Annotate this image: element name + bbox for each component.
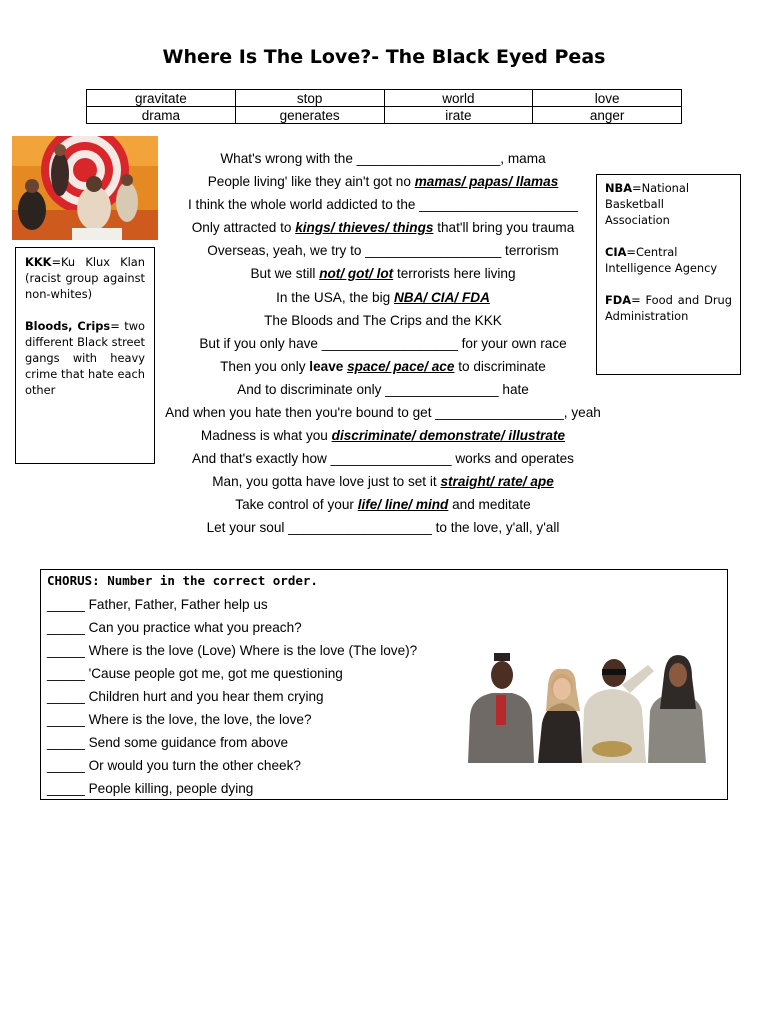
- chorus-heading: CHORUS: Number in the correct order.: [47, 573, 318, 588]
- lyric-word-choice[interactable]: not/ got/ lot: [319, 266, 394, 281]
- order-blank[interactable]: _____: [47, 781, 85, 796]
- nba-term: NBA: [605, 181, 633, 195]
- gangs-definition: [25, 318, 145, 398]
- lyric-text: And when you hate then you're bound to get _________________, yeah: [165, 405, 601, 420]
- nba-definition-text: =National Basketball Association: [605, 181, 690, 227]
- order-blank[interactable]: _____: [47, 758, 85, 773]
- kkk-definition-text: =Ku Klux Klan (racist group against non-whites): [25, 255, 145, 301]
- chorus-line-text: Send some guidance from above: [88, 735, 289, 750]
- lyric-text: Only attracted to: [191, 220, 296, 235]
- chorus-line: [47, 688, 324, 706]
- worksheet-title: Where Is The Love?- The Black Eyed Peas: [162, 46, 606, 68]
- lyric-line: [150, 381, 616, 399]
- chorus-line-text: Can you practice what you preach?: [88, 620, 302, 635]
- chorus-line: [47, 642, 417, 660]
- lyric-word-choice[interactable]: mamas/ papas/ llamas: [414, 174, 559, 189]
- lyric-line: [150, 335, 616, 353]
- lyric-text: But we still: [250, 266, 320, 281]
- order-blank[interactable]: _____: [47, 643, 85, 658]
- word-bank-cell: drama: [87, 107, 236, 124]
- lyric-word-choice[interactable]: life/ line/ mind: [357, 497, 449, 512]
- lyric-text: to discriminate: [454, 359, 546, 374]
- lyric-word-choice[interactable]: kings/ thieves/ things: [295, 220, 434, 235]
- band-photo-target: [12, 136, 158, 240]
- word-bank-cell: gravitate: [87, 90, 236, 107]
- word-bank-cell: irate: [384, 107, 533, 124]
- lyric-line: [150, 404, 616, 422]
- lyric-text: terrorists here living: [393, 266, 516, 281]
- lyric-line: [150, 473, 616, 491]
- word-bank-cell: world: [384, 90, 533, 107]
- chorus-line-text: People killing, people dying: [88, 781, 254, 796]
- lyric-line: [150, 519, 616, 537]
- lyric-line: [150, 427, 616, 445]
- chorus-line-text: Children hurt and you hear them crying: [88, 689, 324, 704]
- lyric-text: The Bloods and The Crips and the KKK: [264, 313, 502, 328]
- lyric-text: Man, you gotta have love just to set it: [212, 474, 441, 489]
- fda-term: FDA: [605, 293, 632, 307]
- order-blank[interactable]: _____: [47, 712, 85, 727]
- lyric-text: Then you only: [220, 359, 310, 374]
- cia-term: CIA: [605, 245, 627, 259]
- chorus-line: [47, 780, 253, 798]
- chorus-line: [47, 734, 288, 752]
- cia-definition: [605, 244, 732, 276]
- order-blank[interactable]: _____: [47, 735, 85, 750]
- lyric-line: [150, 242, 616, 260]
- chorus-line-text: Where is the love (Love) Where is the love (The love)?: [88, 643, 418, 658]
- chorus-line: [47, 665, 343, 683]
- word-bank-cell: anger: [533, 107, 682, 124]
- lyric-line: [150, 150, 616, 168]
- lyric-line: [150, 173, 616, 191]
- kkk-definition: [25, 254, 145, 302]
- cia-definition-text: =Central Intelligence Agency: [605, 245, 718, 275]
- lyric-text: People living' like they ain't got no: [207, 174, 415, 189]
- lyric-text: But if you only have __________________ for your own race: [199, 336, 567, 351]
- lyric-line: [150, 196, 616, 214]
- lyric-line: [150, 219, 616, 237]
- chorus-line-text: 'Cause people got me, got me questioning: [88, 666, 343, 681]
- kkk-gangs-definition-box: [15, 247, 155, 464]
- nba-definition: [605, 180, 732, 228]
- lyric-text: And to discriminate only _______________ hate: [237, 382, 529, 397]
- lyric-line: [150, 265, 616, 283]
- lyric-word-choice[interactable]: NBA/ CIA/ FDA: [393, 290, 490, 305]
- lyric-text: In the USA, the big: [276, 290, 394, 305]
- word-bank-cell: stop: [235, 90, 384, 107]
- word-bank-cell: love: [533, 90, 682, 107]
- gangs-term: Bloods, Crips: [25, 319, 111, 333]
- lyric-text: Overseas, yeah, we try to __________________ terrorism: [207, 243, 559, 258]
- lyric-word-choice[interactable]: straight/ rate/ ape: [440, 474, 554, 489]
- lyric-text: What's wrong with the ___________________, mama: [220, 151, 546, 166]
- lyric-text: Take control of your: [235, 497, 358, 512]
- lyric-bold-word: leave: [309, 359, 344, 374]
- chorus-line-text: Or would you turn the other cheek?: [88, 758, 301, 773]
- fda-definition-text: = Food and Drug Administration: [605, 293, 732, 323]
- lyric-line: [150, 289, 616, 307]
- fda-definition: [605, 292, 732, 324]
- order-blank[interactable]: _____: [47, 620, 85, 635]
- lyric-line: [150, 496, 616, 514]
- band-photo-target-illustration: [12, 136, 158, 240]
- order-blank[interactable]: _____: [47, 689, 85, 704]
- chorus-line-text: Where is the love, the love, the love?: [88, 712, 312, 727]
- word-bank-table: [86, 89, 682, 124]
- lyric-text: Let your soul ___________________ to the love, y'all, y'all: [206, 520, 560, 535]
- lyric-text: that'll bring you trauma: [433, 220, 575, 235]
- chorus-line-text: Father, Father, Father help us: [88, 597, 268, 612]
- lyric-line: [150, 358, 616, 376]
- chorus-line: [47, 596, 268, 614]
- lyric-line: [150, 450, 616, 468]
- word-bank-cell: generates: [235, 107, 384, 124]
- lyric-word-choice[interactable]: discriminate/ demonstrate/ illustrate: [331, 428, 566, 443]
- band-photo-group-illustration: [462, 645, 720, 763]
- gangs-definition-text: = two different Black street gangs with heavy crime that hate each other: [25, 319, 146, 397]
- acronym-definition-box: [596, 174, 741, 375]
- band-photo-group: [462, 645, 720, 763]
- lyric-text: And that's exactly how ________________ works and operates: [192, 451, 574, 466]
- chorus-line: [47, 757, 301, 775]
- chorus-line: [47, 619, 302, 637]
- lyric-word-choice[interactable]: space/ pace/ ace: [347, 359, 455, 374]
- order-blank[interactable]: _____: [47, 666, 85, 681]
- lyric-text: I think the whole world addicted to the _____________________: [188, 197, 578, 212]
- chorus-line: [47, 711, 312, 729]
- lyric-line: [150, 312, 616, 330]
- word-bank-row: [87, 107, 682, 124]
- lyric-text: and meditate: [448, 497, 531, 512]
- word-bank-row: [87, 90, 682, 107]
- order-blank[interactable]: _____: [47, 597, 85, 612]
- lyric-text: Madness is what you: [200, 428, 332, 443]
- kkk-term: KKK: [25, 255, 52, 269]
